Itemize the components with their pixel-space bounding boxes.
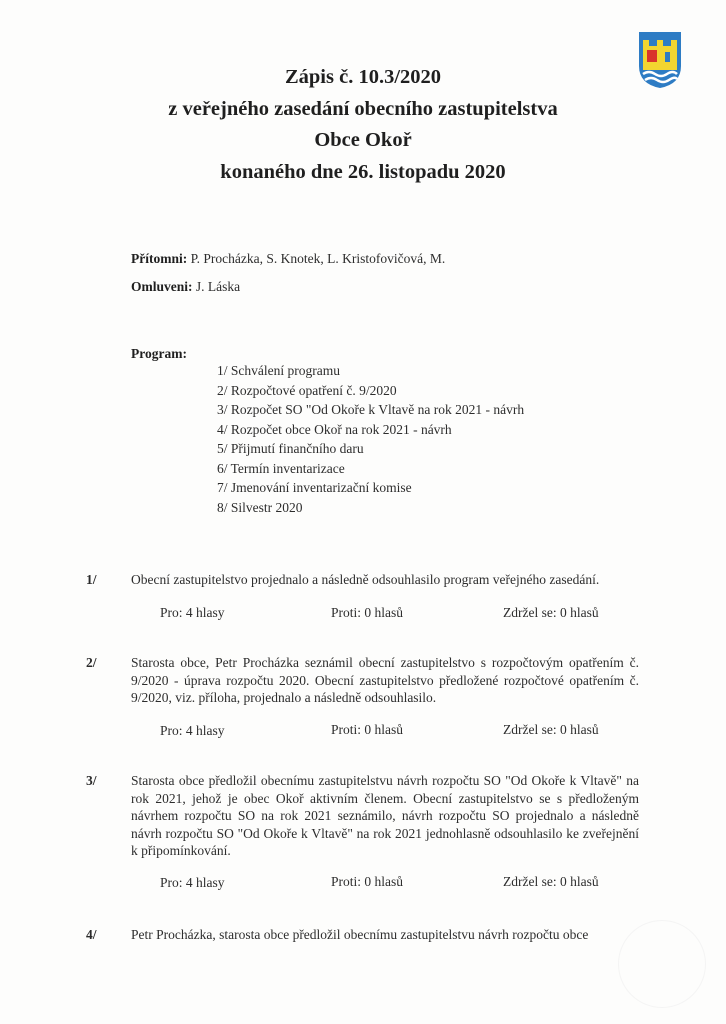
title-line: Zápis č. 10.3/2020	[284, 66, 442, 88]
title-line: konaného dne 26. listopadu 2020	[220, 160, 506, 183]
excused-names: J. Láska	[195, 279, 241, 294]
vote-zdrzel: Zdržel se: 0 hlasů	[503, 722, 599, 737]
section-number: 3/	[86, 773, 97, 788]
faint-stamp-mark	[618, 920, 706, 1008]
section-number: 2/	[86, 655, 97, 670]
document-title	[0, 62, 726, 188]
vote-proti: Proti: 0 hlasů	[331, 605, 404, 620]
section-text: Petr Procházka, starosta obce předložil obecnímu zastupitelstvu návrh rozpočtu obce	[131, 927, 589, 942]
excused-label: Omluveni:	[131, 279, 193, 294]
program-label: Program:	[131, 346, 187, 361]
program-item: 8/ Silvestr 2020	[217, 499, 303, 515]
present-names: P. Procházka, S. Knotek, L. Kristofovičová, M.	[190, 251, 446, 266]
section-text: Starosta obce, Petr Procházka seznámil obecní zastupitelstvo s rozpočtovým opatřením č. 9/2020 - úprava rozpočtu 2020. Obecní zastupitelstvo předložené rozpočtové opatřením č. 9/2020, viz. příloha, projednalo a následně odsouhlasilo.	[131, 655, 639, 706]
section-text: Obecní zastupitelstvo projednalo a následně odsouhlasilo program veřejného zasedání.	[131, 572, 600, 587]
title-line: Obce Okoř	[314, 129, 412, 151]
vote-proti: Proti: 0 hlasů	[331, 722, 404, 737]
excused-line	[131, 279, 240, 295]
present-line	[131, 251, 445, 267]
vote-zdrzel: Zdržel se: 0 hlasů	[503, 605, 599, 620]
vote-pro: Pro: 4 hlasy	[160, 605, 225, 620]
program-list	[217, 361, 524, 517]
program-item: 4/ Rozpočet obce Okoř na rok 2021 - návrh	[217, 421, 452, 437]
title-line: z veřejného zasedání obecního zastupitelstva	[168, 97, 558, 120]
program-item: 7/ Jmenování inventarizační komise	[217, 480, 412, 495]
vote-pro: Pro: 4 hlasy	[160, 723, 225, 738]
section-text: Starosta obce předložil obecnímu zastupitelstvu návrh rozpočtu SO "Od Okoře k Vltavě" na rok 2021, jehož je obec Okoř aktivním členem. Obecní zastupitelstvo se s předloženým návrhem rozpočtu SO na rok 2021 seznámilo, návrh rozpočtu SO projednalo a následně návrh rozpočtu SO "Od Okoře k Vltavě" na rok 2021 jednohlasně odsouhlasilo ke zveřejnění k připomínkování.	[131, 773, 639, 859]
section-number: 1/	[86, 572, 97, 587]
vote-pro: Pro: 4 hlasy	[160, 875, 225, 890]
vote-proti: Proti: 0 hlasů	[331, 874, 404, 889]
program-item: 3/ Rozpočet SO "Od Okoře k Vltavě na rok 2021 - návrh	[217, 402, 525, 417]
present-label: Přítomni:	[131, 251, 188, 266]
program-item: 2/ Rozpočtové opatření č. 9/2020	[217, 382, 397, 398]
program-item: 6/ Termín inventarizace	[217, 460, 345, 476]
program-item: 5/ Přijmutí finančního daru	[217, 441, 364, 456]
section-number: 4/	[86, 927, 97, 942]
vote-zdrzel: Zdržel se: 0 hlasů	[503, 874, 599, 889]
program-item: 1/ Schválení programu	[217, 363, 340, 378]
